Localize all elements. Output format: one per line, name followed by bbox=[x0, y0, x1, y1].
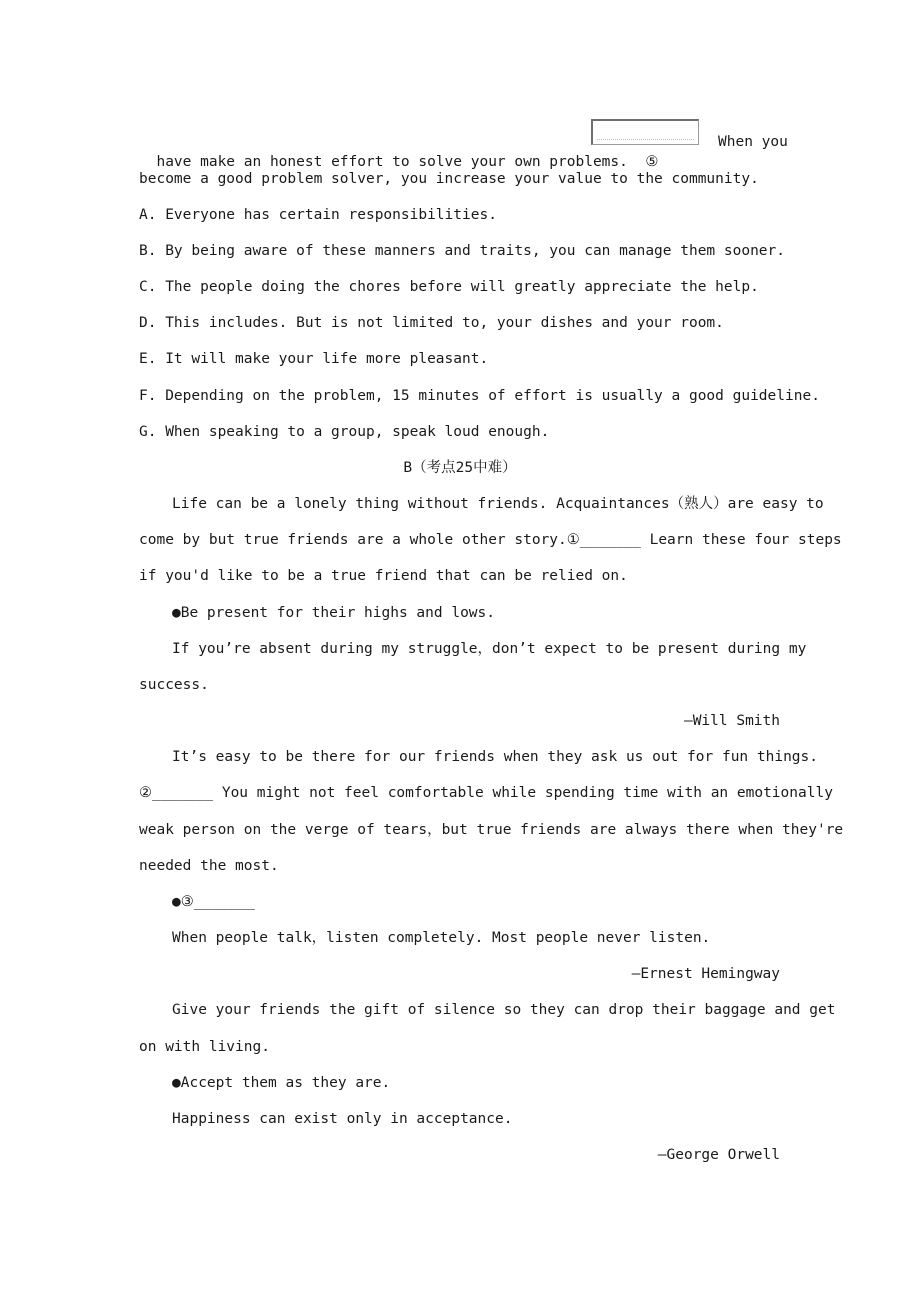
paragraph-2-line-1: It’s easy to be there for our friends when they ask us out for fun things. bbox=[172, 749, 819, 765]
paragraph-2-line-4: needed the most. bbox=[139, 858, 279, 874]
passage-a-line-1 bbox=[139, 132, 658, 172]
quote-2-author: —Ernest Hemingway bbox=[631, 966, 780, 982]
option-a: A. Everyone has certain responsibilities. bbox=[139, 207, 497, 223]
quote-1-author: —Will Smith bbox=[683, 713, 780, 729]
answer-box-5[interactable] bbox=[591, 119, 699, 145]
quote-1-line-1: If you’re absent during my struggle，don’t expect to be present during my bbox=[172, 641, 807, 657]
intro-line-1: Life can be a lonely thing without friends. Acquaintances（熟人）are easy to bbox=[172, 496, 824, 512]
step-3-title: ●Accept them as they are. bbox=[172, 1075, 391, 1091]
step-1-title: ●Be present for their highs and lows. bbox=[172, 605, 496, 621]
quote-1-line-2: success. bbox=[139, 677, 209, 693]
quote-3-author: —George Orwell bbox=[657, 1147, 780, 1163]
option-c: C. The people doing the chores before will greatly appreciate the help. bbox=[139, 279, 759, 295]
option-b: B. By being aware of these manners and traits, you can manage them sooner. bbox=[139, 243, 786, 259]
step-2-title: ●③_______ bbox=[172, 894, 255, 910]
option-e: E. It will make your life more pleasant. bbox=[139, 351, 489, 367]
intro-line-2: come by but true friends are a whole other story.①_______ Learn these four steps bbox=[139, 532, 842, 548]
passage-a-line-1-before: have make an honest effort to solve your own problems. ⑤ bbox=[156, 154, 659, 170]
option-g: G. When speaking to a group, speak loud enough. bbox=[139, 424, 550, 440]
paragraph-2-line-3: weak person on the verge of tears，but true friends are always there when they're bbox=[139, 822, 844, 838]
option-d: D. This includes. But is not limited to, your dishes and your room. bbox=[139, 315, 724, 331]
section-b-heading: B（考点25中难） bbox=[403, 460, 517, 476]
intro-line-3: if you'd like to be a true friend that can be relied on. bbox=[139, 568, 628, 584]
paragraph-2-line-2: ②_______ You might not feel comfortable while spending time with an emotionally bbox=[139, 785, 833, 801]
passage-a-line-1-after: When you bbox=[718, 134, 788, 150]
paragraph-3-line-2: on with living. bbox=[139, 1039, 270, 1055]
quote-2: When people talk，listen completely. Most people never listen. bbox=[172, 930, 711, 946]
passage-a-line-2: become a good problem solver, you increase your value to the community. bbox=[139, 171, 759, 187]
option-f: F. Depending on the problem, 15 minutes of effort is usually a good guideline. bbox=[139, 388, 820, 404]
quote-3: Happiness can exist only in acceptance. bbox=[172, 1111, 513, 1127]
paragraph-3-line-1: Give your friends the gift of silence so they can drop their baggage and get bbox=[172, 1002, 836, 1018]
